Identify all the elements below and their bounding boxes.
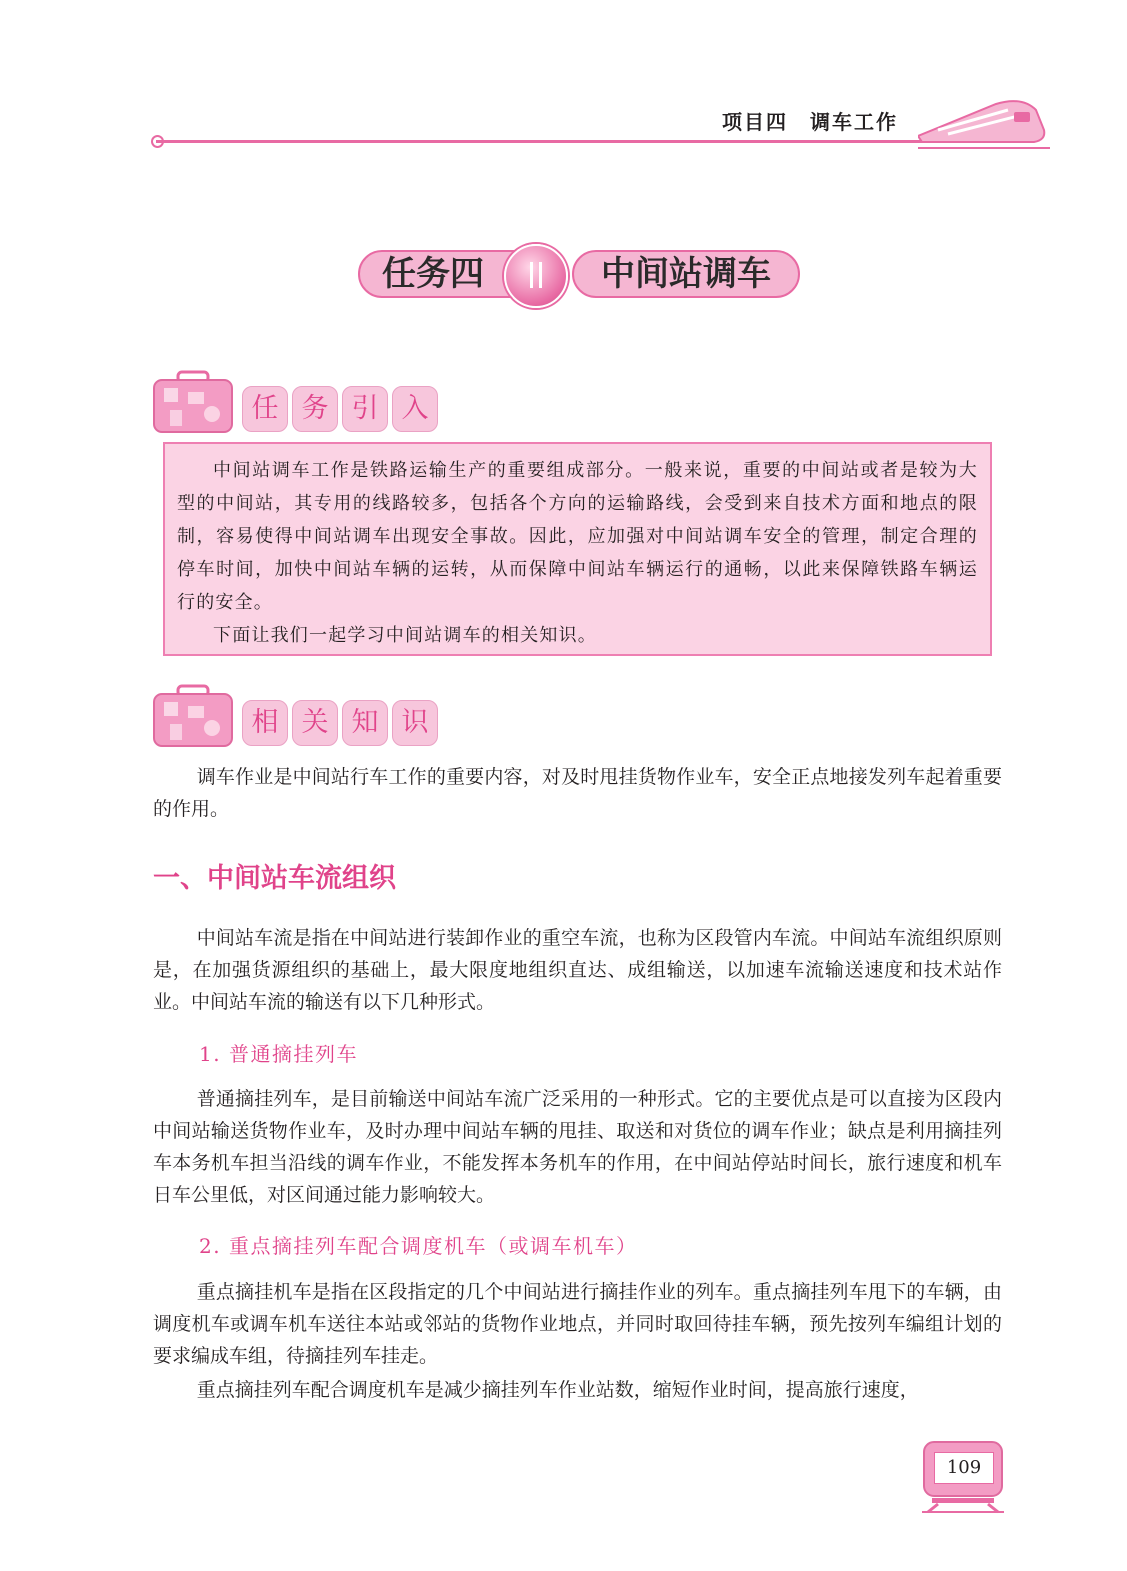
body-paragraph: 重点摘挂列车配合调度机车是减少摘挂列车作业站数，缩短作业时间，提高旅行速度， — [196, 1379, 919, 1401]
intro-paragraph: 中间站调车工作是铁路运输生产的重要组成部分。一般来说，重要的中间站或者是较为大型的中间站，其专用的线路较多，包括各个方向的运输路线，会受到来自技术方面和地点的限制，容易使得中间站调车出现安全事故。因此，应加强对中间站调车安全的管理，制定合理的停车时间，加快中间站车辆的运转，从而保障中间站车辆运行的通畅，以此来保障铁路车辆运行的安全。 — [177, 460, 978, 613]
page-number-badge — [918, 1438, 1008, 1514]
train-logo-icon — [918, 96, 1050, 154]
subheading-2: 2. 重点摘挂列车配合调度机车（或调车机车） — [199, 1234, 638, 1258]
subheading-1: 1. 普通摘挂列车 — [199, 1042, 358, 1066]
task-title-banner — [358, 244, 800, 302]
section-heading-related-knowledge — [152, 684, 442, 756]
suitcase-icon — [152, 370, 234, 434]
heading-char: 知 — [342, 700, 388, 746]
body-paragraph: 重点摘挂机车是指在区段指定的几个中间站进行摘挂作业的列车。重点摘挂列车甩下的车辆，由调度机车或调车机车送往本站或邻站的货物作业地点，并同时取回待挂车辆，预先按列车编组计划的要求编成车组，待摘挂列车挂走。 — [153, 1281, 1002, 1367]
section-heading-task-intro — [152, 370, 442, 442]
suitcase-icon — [152, 684, 234, 748]
intro-paragraph: 下面让我们一起学习中间站调车的相关知识。 — [213, 625, 597, 646]
body-paragraph: 中间站车流是指在中间站进行装卸作业的重空车流，也称为区段管内车流。中间站车流组织原则是，在加强货源组织的基础上，最大限度地组织直达、成组输送，以加速车流输送速度和技术站作业。中间站车流的输送有以下几种形式。 — [153, 927, 1002, 1013]
heading-char: 关 — [292, 700, 338, 746]
running-header-title: 项目四 调车工作 — [722, 110, 898, 134]
heading-char: 识 — [392, 700, 438, 746]
heading-char: 引 — [342, 386, 388, 432]
knowledge-intro-paragraph: 调车作业是中间站行车工作的重要内容，对及时甩挂货物作业车，安全正点地接发列车起着重要的作用。 — [153, 766, 1002, 820]
task-title: 中间站调车 — [601, 254, 771, 294]
task-intro-box — [163, 442, 992, 656]
heading-char: 相 — [242, 700, 288, 746]
section-heading-1: 一、中间站车流组织 — [153, 863, 396, 894]
header-rule — [156, 140, 936, 143]
task-label: 任务四 — [382, 254, 484, 294]
page-number: 109 — [934, 1452, 994, 1484]
heading-char: 任 — [242, 386, 288, 432]
heading-char: 入 — [392, 386, 438, 432]
body-paragraph: 普通摘挂列车，是目前输送中间站车流广泛采用的一种形式。它的主要优点是可以直接为区段内中间站输送货物作业车，及时办理中间站车辆的甩挂、取送和对货位的调车作业；缺点是利用摘挂列车本务机车担当沿线的调车作业，不能发挥本务机车的作用，在中间站停站时间长，旅行速度和机车日车公里低，对区间通过能力影响较大。 — [153, 1088, 1002, 1206]
banner-center-icon — [504, 244, 568, 308]
heading-char: 务 — [292, 386, 338, 432]
